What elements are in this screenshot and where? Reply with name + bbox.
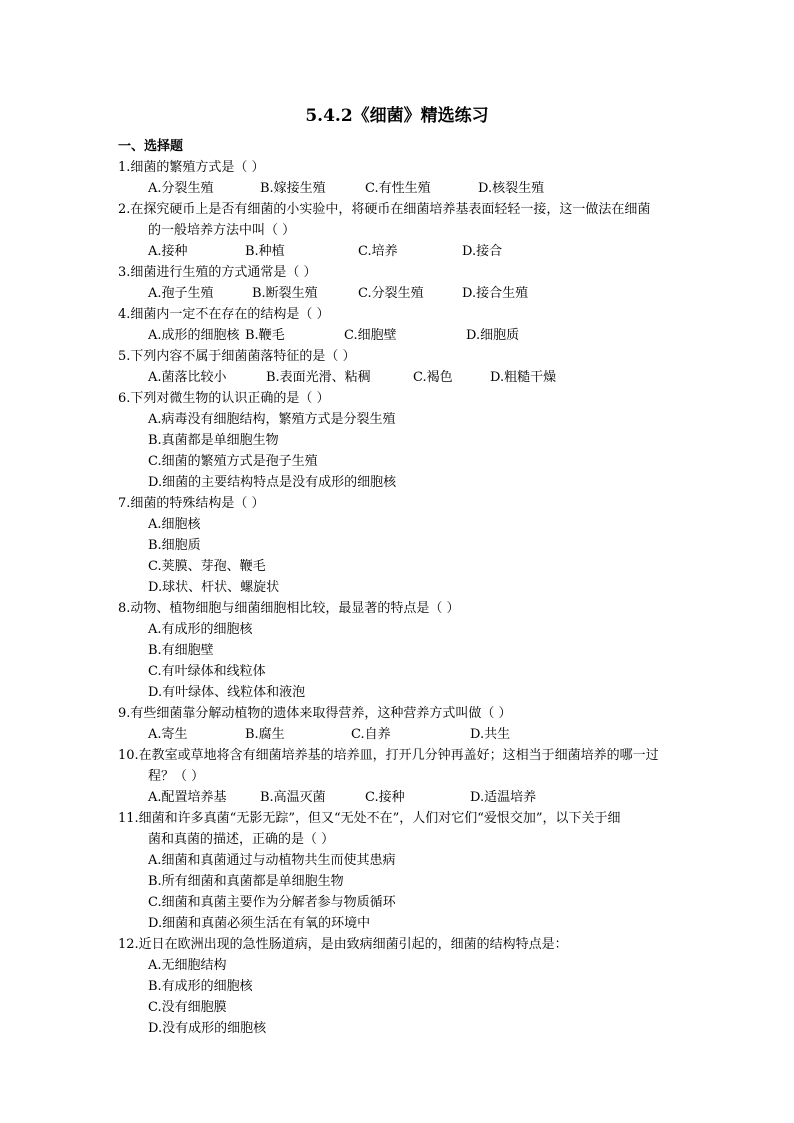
answer-option: A.无细胞结构 xyxy=(148,958,227,973)
question-text: 11.细菌和许多真菌“无影无踪”，但又“无处不在”，人们对它们“爱恨交加”，以下关于细 xyxy=(118,811,621,826)
answer-option: C.自养 xyxy=(351,727,391,742)
question xyxy=(118,598,708,703)
answer-option: C.褐色 xyxy=(413,370,453,385)
answer-option: A.孢子生殖 xyxy=(148,286,214,301)
answer-option: B.嫁接生殖 xyxy=(260,181,326,196)
question-text: 9.有些细菌靠分解动植物的遗体来取得营养，这种营养方式叫做（ ） xyxy=(118,706,512,721)
answer-option: A.寄生 xyxy=(148,727,188,742)
question xyxy=(118,493,708,598)
answer-option: C.有叶绿体和线粒体 xyxy=(148,664,266,679)
question-text: 12.近日在欧洲出现的急性肠道病，是由致病细菌引起的，细菌的结构特点是： xyxy=(118,937,568,952)
answer-option: D.粗糙干燥 xyxy=(490,370,557,385)
answer-option: B.表面光滑、粘稠 xyxy=(266,370,371,385)
answer-option: D.细菌的主要结构特点是没有成形的细胞核 xyxy=(148,475,397,490)
question-stem xyxy=(118,493,708,514)
answer-option: A.有成形的细胞核 xyxy=(148,622,253,637)
question-text: 1.细菌的繁殖方式是（ ） xyxy=(118,160,265,175)
answer-option: C.荚膜、芽孢、鞭毛 xyxy=(148,559,266,574)
answer-option: A.分裂生殖 xyxy=(148,181,214,196)
answer-option: B.细胞质 xyxy=(148,538,201,553)
question-stem xyxy=(118,598,708,619)
option-row xyxy=(118,325,708,346)
question xyxy=(118,745,708,808)
question-stem xyxy=(118,745,708,787)
question-stem xyxy=(118,808,708,850)
question-stem xyxy=(118,388,708,409)
question xyxy=(118,346,708,388)
section-heading: 一、选择题 xyxy=(118,139,184,154)
answer-option: B.有细胞壁 xyxy=(148,643,214,658)
answer-option: A.病毒没有细胞结构，繁殖方式是分裂生殖 xyxy=(148,412,396,427)
question-text: 6.下列对微生物的认识正确的是（ ） xyxy=(118,391,330,406)
answer-option: B.高温灭菌 xyxy=(260,790,326,805)
question-text-continued: 菌和真菌的描述，正确的是（ ） xyxy=(148,832,335,847)
answer-option: B.种植 xyxy=(245,244,285,259)
answer-option: D.适温培养 xyxy=(470,790,537,805)
question xyxy=(118,199,708,262)
question xyxy=(118,703,708,745)
question-text: 4.细菌内一定不在存在的结构是（ ） xyxy=(118,307,330,322)
question-stem xyxy=(118,703,708,724)
answer-option: D.接合 xyxy=(462,244,503,259)
answer-option: B.断裂生殖 xyxy=(252,286,318,301)
answer-option: B.腐生 xyxy=(245,727,285,742)
question xyxy=(118,157,708,199)
answer-option: D.核裂生殖 xyxy=(478,181,545,196)
answer-option: D.球状、杆状、螺旋状 xyxy=(148,580,280,595)
page-title: 5.4.2《细菌》精选练习 xyxy=(305,106,489,126)
option-row xyxy=(118,724,708,745)
option-row xyxy=(118,283,708,304)
answer-option: B.有成形的细胞核 xyxy=(148,979,253,994)
answer-option: A.细菌和真菌通过与动植物共生而使其患病 xyxy=(148,853,396,868)
answer-option: B.鞭毛 xyxy=(245,328,285,343)
answer-option: B.所有细菌和真菌都是单细胞生物 xyxy=(148,874,344,889)
question-text: 2.在探究硬币上是否有细菌的小实验中，将硬币在细菌培养基表面轻轻一接，这一做法在细菌 xyxy=(118,202,651,217)
answer-option: C.接种 xyxy=(365,790,405,805)
question-stem xyxy=(118,304,708,325)
question-text: 10.在教室或草地将含有细菌培养基的培养皿，打开几分钟再盖好；这相当于细菌培养的哪一过 xyxy=(118,748,659,763)
answer-option: C.培养 xyxy=(358,244,398,259)
answer-option: C.没有细胞膜 xyxy=(148,1000,227,1015)
question xyxy=(118,808,708,934)
answer-option: A.成形的细胞核 xyxy=(148,328,240,343)
answer-option: D.有叶绿体、线粒体和液泡 xyxy=(148,685,306,700)
option-row xyxy=(118,367,708,388)
answer-option: C.细菌和真菌主要作为分解者参与物质循环 xyxy=(148,895,396,910)
question-list xyxy=(118,136,708,1039)
question-stem xyxy=(118,346,708,367)
option-row xyxy=(118,787,708,808)
question-text-continued: 程？（ ） xyxy=(148,769,205,784)
answer-option: D.细菌和真菌必须生活在有氧的环境中 xyxy=(148,916,371,931)
question-stem xyxy=(118,199,708,241)
question-stem xyxy=(118,934,708,955)
answer-option: A.接种 xyxy=(148,244,188,259)
answer-option: C.细菌的繁殖方式是孢子生殖 xyxy=(148,454,318,469)
answer-option: C.细胞壁 xyxy=(344,328,397,343)
answer-option: C.有性生殖 xyxy=(365,181,431,196)
question xyxy=(118,934,708,1039)
question-text-continued: 的一般培养方法中叫（ ） xyxy=(148,223,296,238)
question-text: 3.细菌进行生殖的方式通常是（ ） xyxy=(118,265,317,280)
question-stem xyxy=(118,157,708,178)
answer-option: A.配置培养基 xyxy=(148,790,227,805)
answer-option: A.细胞核 xyxy=(148,517,201,532)
answer-option: D.细胞质 xyxy=(466,328,520,343)
answer-option: D.共生 xyxy=(470,727,511,742)
option-row xyxy=(118,241,708,262)
answer-option: D.没有成形的细胞核 xyxy=(148,1021,267,1036)
option-row xyxy=(118,178,708,199)
answer-option: B.真菌都是单细胞生物 xyxy=(148,433,279,448)
question xyxy=(118,262,708,304)
question-stem xyxy=(118,262,708,283)
answer-option: C.分裂生殖 xyxy=(358,286,424,301)
question-text: 7.细菌的特殊结构是（ ） xyxy=(118,496,265,511)
answer-option: A.菌落比较小 xyxy=(148,370,227,385)
question xyxy=(118,304,708,346)
question-text: 5.下列内容不属于细菌菌落特征的是（ ） xyxy=(118,349,356,364)
answer-option: D.接合生殖 xyxy=(462,286,529,301)
question xyxy=(118,388,708,493)
question-text: 8.动物、植物细胞与细菌细胞相比较，最显著的特点是（ ） xyxy=(118,601,460,616)
